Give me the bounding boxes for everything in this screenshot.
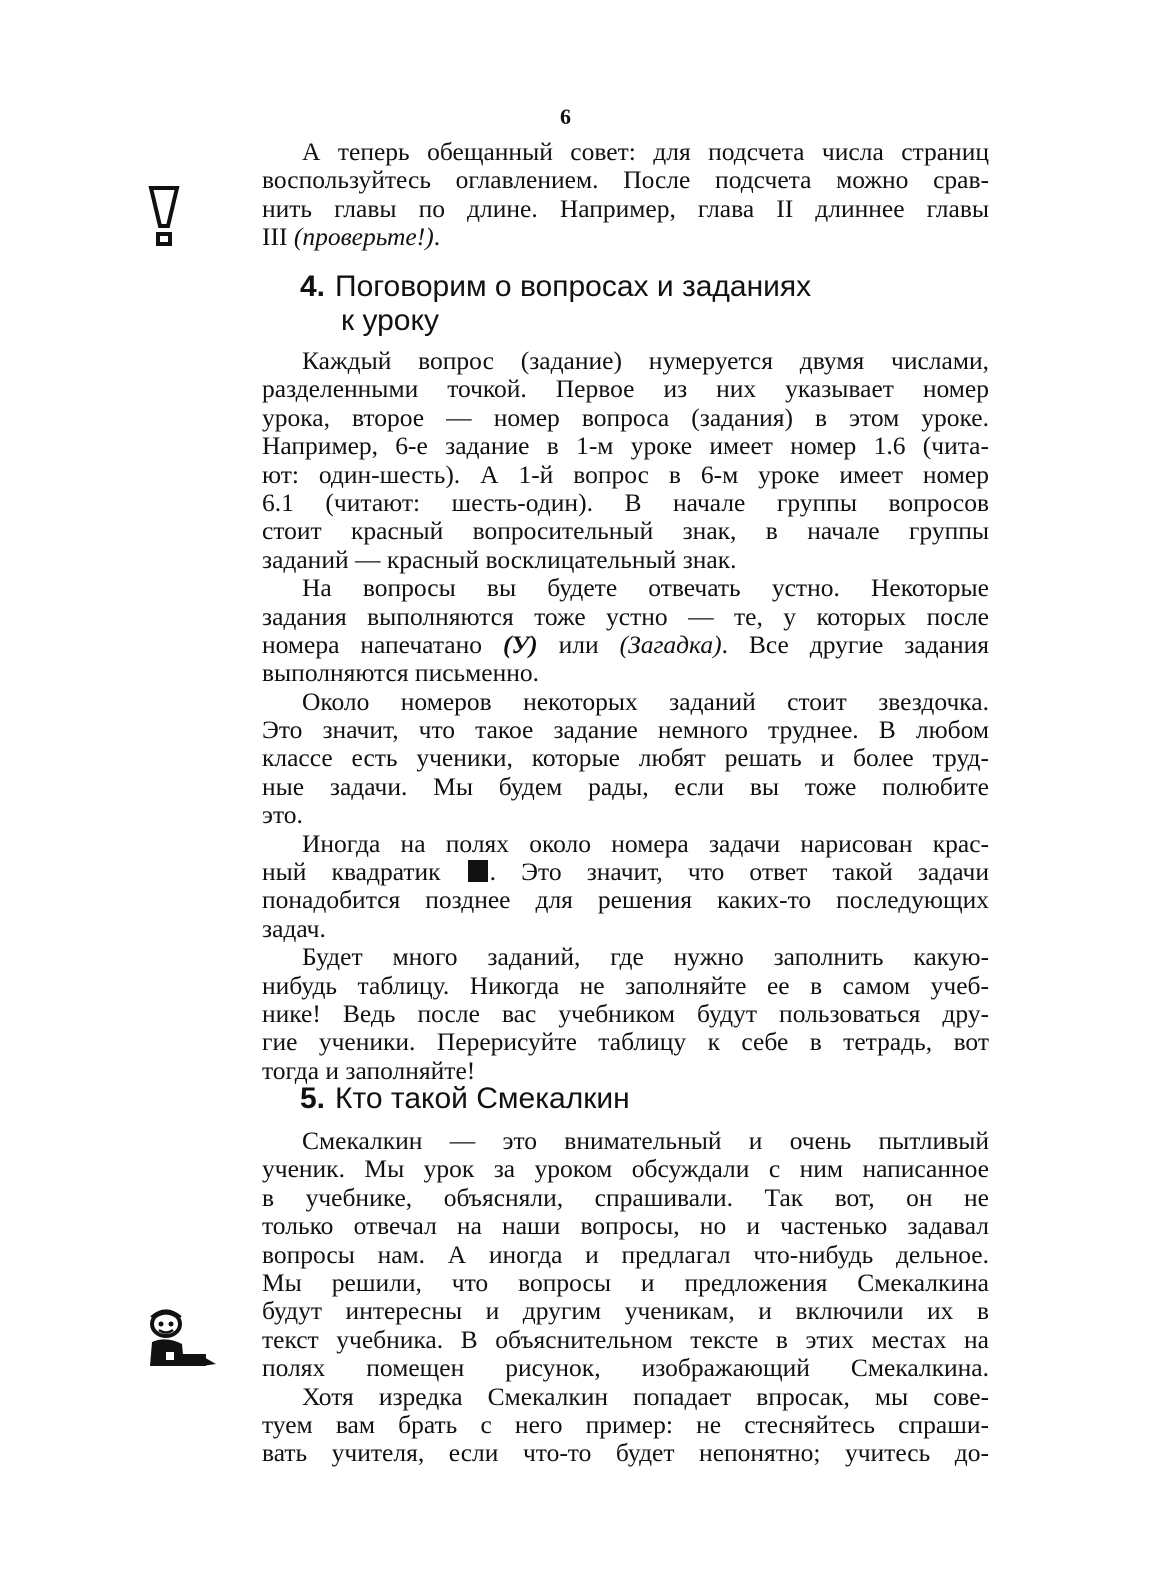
intro-line-4: III (проверьте!). bbox=[262, 222, 441, 252]
section-5-body bbox=[262, 1127, 989, 1468]
p7-line: вать учителя, если что-то будет непонятно; учитесь до- bbox=[262, 1438, 989, 1468]
p6-line: только отвечал на наши вопросы, но и частенько задавал bbox=[262, 1211, 989, 1241]
p6-line: вопросы нам. А иногда и предлагал что-нибудь дельное. bbox=[262, 1239, 989, 1269]
section-5-heading bbox=[300, 1082, 630, 1116]
p6-line: Смекалкин — это внимательный и очень пытливый bbox=[302, 1126, 989, 1155]
p2-line: На вопросы вы будете отвечать устно. Некоторые bbox=[302, 573, 989, 603]
p1-line: заданий — красный восклицательный знак. bbox=[262, 544, 737, 574]
p7-line: Хотя изредка Смекалкин попадает впросак, мы сове- bbox=[302, 1381, 989, 1411]
p1-line: Например, 6-е задание в 1-м уроке имеет номер 1.6 (чита- bbox=[262, 431, 989, 461]
p5-line: гие ученики. Перерисуйте таблицу к себе в тетрадь, вот bbox=[262, 1027, 989, 1057]
section-4-title-line-2: к уроку bbox=[341, 304, 439, 337]
section-4-title-line-1: Поговорим о вопросах и заданиях bbox=[335, 270, 812, 303]
p4-line: Иногда на полях около номера задачи нарисован крас- bbox=[302, 828, 989, 858]
p1-line: разделенными точкой. Первое из них указывает номер bbox=[262, 374, 989, 404]
section-5-number: 5. bbox=[300, 1082, 326, 1115]
p2-line: выполняются письменно. bbox=[262, 658, 540, 688]
intro-line-2: воспользуйтесь оглавлением. После подсчета можно срав- bbox=[262, 165, 989, 195]
p5-line: Будет много заданий, где нужно заполнить какую- bbox=[302, 942, 989, 972]
section-4-number: 4. bbox=[300, 270, 326, 303]
p3-line: Около номеров некоторых заданий стоит звездочка. bbox=[302, 686, 989, 716]
page-number: 6 bbox=[560, 104, 571, 129]
intro-paragraph bbox=[262, 138, 989, 252]
section-5-title: Кто такой Смекалкин bbox=[335, 1082, 630, 1115]
p5-line: нибудь таблицу. Никогда не заполняйте ее в самом учеб- bbox=[262, 970, 989, 1000]
p1-line: Каждый вопрос (задание) нумеруется двумя числами, bbox=[302, 346, 989, 375]
p2-line: номера напечатано (У) или (Загадка). Все другие задания bbox=[262, 629, 989, 659]
p1-line: ют: один-шесть). А 1-й вопрос в 6-м уроке имеет номер bbox=[262, 459, 989, 489]
p6-line: полях помещен рисунок, изображающий Смекалкина. bbox=[262, 1353, 989, 1383]
p4-line: понадобится позднее для решения каких-то последующих bbox=[262, 885, 989, 915]
p3-line: Это значит, что такое задание немного труднее. В любом bbox=[262, 715, 989, 745]
p3-line: ные задачи. Мы будем рады, если вы тоже полюбите bbox=[262, 771, 989, 801]
p1-line: стоит красный вопросительный знак, в начале группы bbox=[262, 516, 989, 546]
intro-italic: (проверьте!) bbox=[293, 222, 434, 252]
p1-line: урока, второе — номер вопроса (задания) в этом уроке. bbox=[262, 402, 989, 432]
p3-line: это. bbox=[262, 800, 303, 830]
section-4-heading bbox=[300, 270, 811, 338]
oral-mark: (У) bbox=[502, 629, 538, 659]
section-4-body bbox=[262, 347, 989, 1085]
p4-line: задач. bbox=[262, 913, 326, 943]
p5-line: тогда и заполняйте! bbox=[262, 1055, 476, 1085]
p6-line: ученик. Мы урок за уроком обсуждали с ним написанное bbox=[262, 1154, 989, 1184]
riddle-mark: (Загадка) bbox=[619, 629, 722, 659]
p3-line: классе есть ученики, которые любят решать и более труд- bbox=[262, 743, 989, 773]
intro-line-1: А теперь обещанный совет: для подсчета числа страниц bbox=[302, 137, 989, 166]
exclamation-icon bbox=[148, 186, 180, 246]
p4-line: ный квадратик . Это значит, что ответ такой задачи bbox=[262, 857, 990, 887]
p7-line: туем вам брать с него пример: не стесняйтесь спраши- bbox=[262, 1409, 989, 1439]
p6-line: будут интересны и другим ученикам, и включили их в bbox=[262, 1296, 989, 1326]
p1-line: 6.1 (читают: шесть-один). В начале группы вопросов bbox=[262, 487, 989, 517]
p6-line: в учебнике, объясняли, спрашивали. Так вот, он не bbox=[262, 1182, 989, 1212]
p5-line: нике! Ведь после вас учебником будут пользоваться дру- bbox=[262, 998, 989, 1028]
smekalkin-icon bbox=[146, 1308, 218, 1370]
square-icon bbox=[468, 860, 488, 882]
p2-line: задания выполняются тоже устно — те, у которых после bbox=[262, 601, 989, 631]
p6-line: текст учебника. В объяснительном тексте в этих местах на bbox=[262, 1324, 989, 1354]
p6-line: Мы решили, что вопросы и предложения Смекалкина bbox=[262, 1267, 989, 1297]
intro-line-3: нить главы по длине. Например, глава II длиннее главы bbox=[262, 193, 989, 223]
